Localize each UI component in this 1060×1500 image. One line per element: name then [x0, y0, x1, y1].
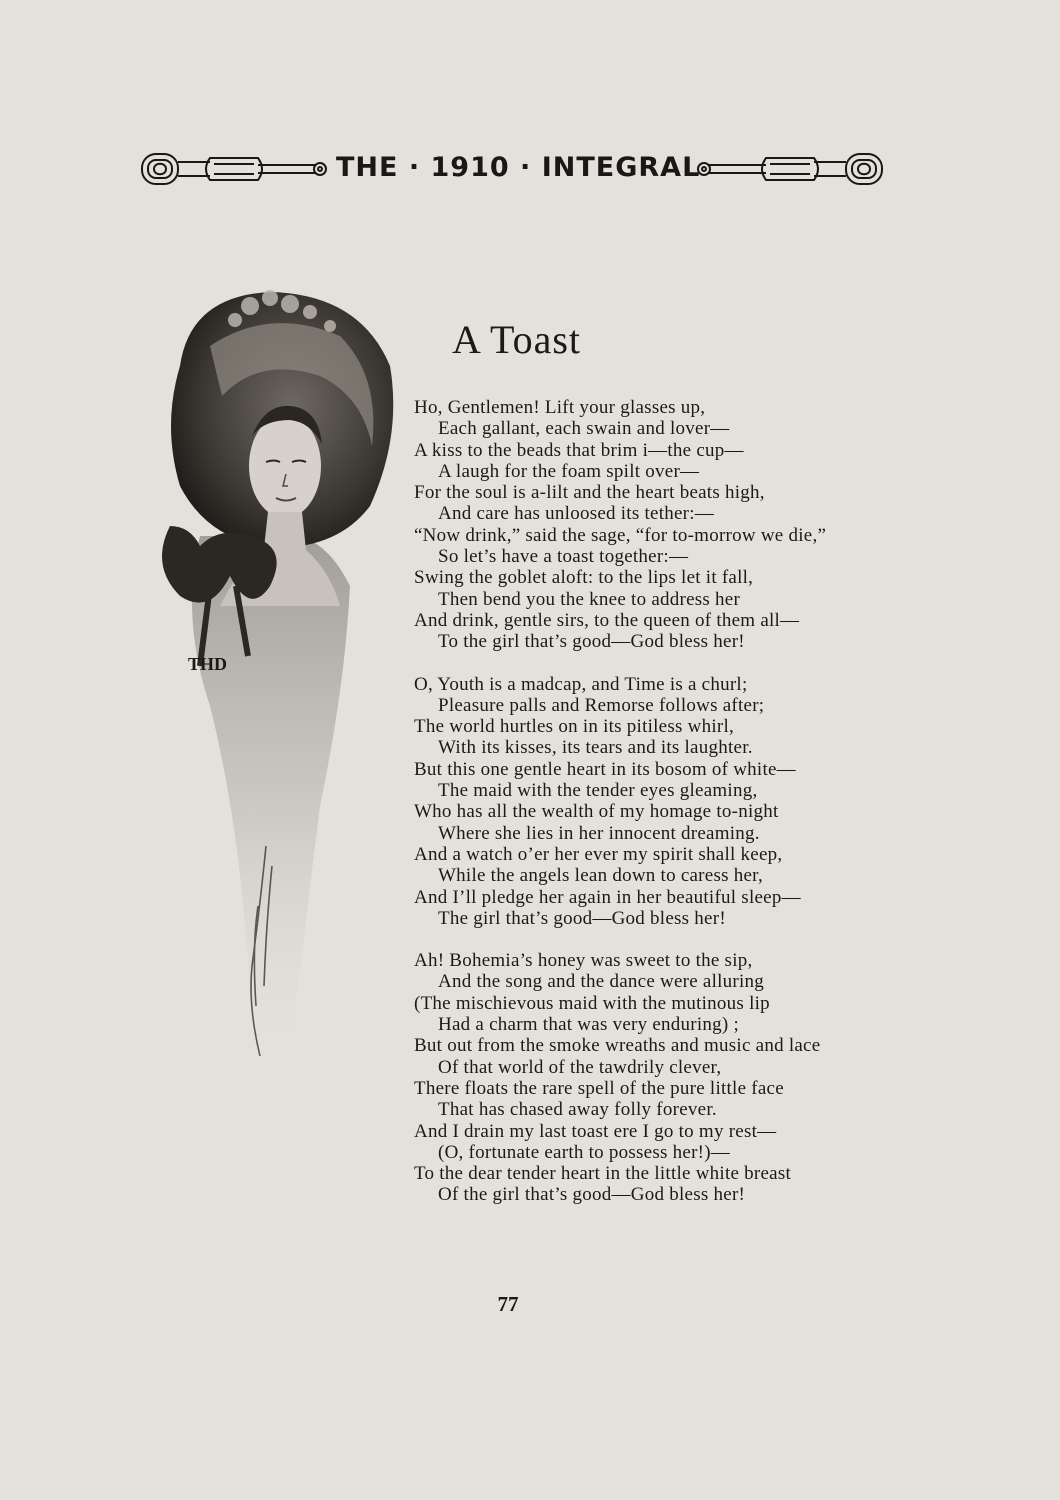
page-number: 77: [497, 1292, 519, 1316]
stanza: [414, 397, 884, 653]
poem-line: To the girl that’s good—God bless her!: [438, 631, 745, 653]
running-header: [140, 148, 884, 192]
poem-line: For the soul is a-lilt and the heart beats high,: [414, 482, 765, 504]
poem-line: And I drain my last toast ere I go to my rest—: [414, 1120, 777, 1142]
poem-line: A kiss to the beads that brim i—the cup—: [414, 439, 744, 461]
running-title: THE · 1910 · INTEGRAL: [336, 152, 701, 183]
poem-line: And a watch o’er her ever my spirit shall keep,: [414, 843, 783, 865]
poem-line: Pleasure palls and Remorse follows after;: [438, 694, 765, 716]
poem-line: “Now drink,” said the sage, “for to-morrow we die,”: [414, 524, 827, 546]
poem-line: (O, fortunate earth to possess her!)—: [438, 1141, 731, 1163]
poem-line: To the dear tender heart in the little white breast: [414, 1163, 792, 1185]
poem-line: The maid with the tender eyes gleaming,: [438, 780, 758, 802]
poem-line: And drink, gentle sirs, to the queen of them all—: [414, 609, 800, 631]
poem-line: Then bend you the knee to address her: [438, 588, 741, 610]
poem-line: Had a charm that was very enduring) ;: [438, 1014, 740, 1036]
poem-line: So let’s have a toast together:—: [438, 546, 689, 568]
scroll-ornament-left-icon: [140, 150, 330, 188]
poem-line: And care has unloosed its tether:—: [438, 503, 715, 525]
poem-line: But this one gentle heart in its bosom of white—: [414, 758, 796, 780]
poem-line: The world hurtles on in its pitiless whirl,: [414, 716, 735, 738]
woman-in-bonnet-illustration: [140, 286, 405, 1066]
stanza: [414, 950, 884, 1206]
poem-line: And the song and the dance were alluring: [438, 971, 765, 993]
poem-line: Swing the goblet aloft: to the lips let it fall,: [414, 567, 754, 589]
poem-line: Of that world of the tawdrily clever,: [438, 1056, 722, 1078]
poem-line: The girl that’s good—God bless her!: [438, 907, 726, 929]
poem-line: That has chased away folly forever.: [438, 1099, 717, 1121]
poem-line: Ah! Bohemia’s honey was sweet to the sip,: [414, 950, 753, 972]
poem-line: Ho, Gentlemen! Lift your glasses up,: [414, 397, 706, 418]
scroll-ornament-right-icon: [694, 150, 884, 188]
poem-line: A laugh for the foam spilt over—: [438, 460, 700, 482]
poem-line: Each gallant, each swain and lover—: [438, 418, 730, 440]
poem-title: A Toast: [452, 317, 582, 362]
artist-monogram: THD: [188, 654, 228, 674]
poem-line: Where she lies in her innocent dreaming.: [438, 822, 760, 844]
poem-line: But out from the smoke wreaths and music and lace: [414, 1035, 821, 1057]
stanza: [414, 674, 884, 930]
poem-line: With its kisses, its tears and its laughter.: [438, 737, 753, 759]
poem-line: Who has all the wealth of my homage to-night: [414, 801, 779, 823]
poem-line: And I’ll pledge her again in her beautiful sleep—: [414, 886, 801, 908]
poem-body: [414, 397, 884, 1227]
poem-line: (The mischievous maid with the mutinous lip: [414, 992, 770, 1014]
poem-line: O, Youth is a madcap, and Time is a churl;: [414, 673, 748, 695]
poem-line: There floats the rare spell of the pure little face: [414, 1077, 784, 1099]
poem-line: Of the girl that’s good—God bless her!: [438, 1184, 746, 1206]
poem-line: While the angels lean down to caress her,: [438, 865, 763, 887]
